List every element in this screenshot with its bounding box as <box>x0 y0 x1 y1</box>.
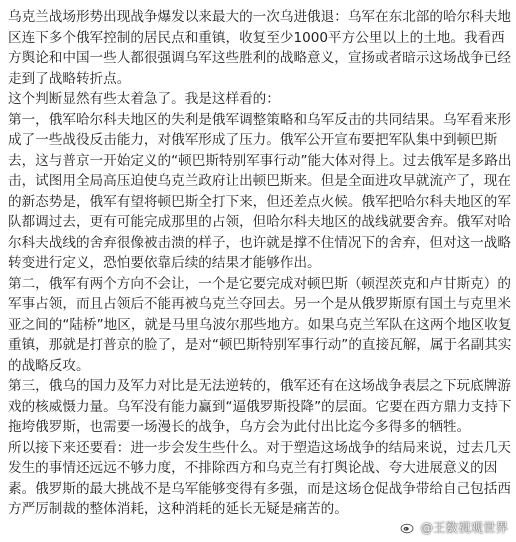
paragraph-conclusion: 所以接下来还要看：进一步会发生些什么。对于塑造这场战争的结局来说，过去几天发生的事情还远远不够力度，不排除西方和乌克兰有打舆论战、夸大进展意义的因素。俄罗斯的最大挑战不是乌军能够变得有多强，而是这场仓促战争带给自己包括西方严厉制裁的整体消耗，这种消耗的延长无疑是痛苦的。 <box>8 439 511 517</box>
paragraph-point-two: 第二，俄军有两个方向不会让，一个是它要完成对顿巴斯（顿涅茨克和卢甘斯克）的军事占领，而且占领后不能再被乌克兰夺回去。另一个是从俄罗斯原有国土与克里米亚之间的“陆桥”地区，就是马里乌波尔那些地方。如果乌克兰军队在这两个地区收复重镇，那就是打普京的脸了，是对“顿巴斯特别军事行动”的直接瓦解，属于名副其实的战略反攻。 <box>8 275 512 374</box>
paragraph-point-three: 第三，俄乌的国力及军力对比是无法逆转的，俄军还有在这场战争表层之下玩底牌游戏的核威慑力量。乌军没有能力赢到“逼俄罗斯投降”的层面。它要在西方鼎力支持下拖垮俄罗斯，也需要一场漫长的战争，乌方会为此付出比迄今多得多的牺牲。 <box>8 378 512 435</box>
weibo-logo-icon <box>400 519 416 535</box>
watermark <box>400 518 508 536</box>
paragraph-intro: 乌克兰战场形势出现战争爆发以来最大的一次乌进俄退：乌军在东北部的哈尔科夫地区连下多个俄军控制的居民点和重镇，收复至少1000平方公里以上的土地。我看西方舆论和中国一些人都很强调乌军这些胜利的战略意义，宣扬或者暗示这场战争已经走到了战略转折点。 <box>8 9 511 87</box>
paragraph-point-one: 第一，俄军哈尔科夫地区的失利是俄军调整策略和乌军反击的共同结果。乌军看来形成了一些战役反击能力，对俄军形成了压力。俄军公开宣布要把军队集中到顿巴斯去，这与普京一开始定义的“顿巴斯特别军事行动”能大体对得上。过去俄军是多路出击，试图用全局高压迫使乌克兰政府让出顿巴斯来。但是全面进攻早就流产了，现在的新态势是，俄军有望将顿巴斯全打下来，但还差点火候。俄军把哈尔科夫地区的军队都调过去，更有可能完成那里的占领，但哈尔科夫地区的战线就要舍弃。俄军对哈尔科夫战线的舍弃很像被击溃的样子，也许就是撑不住情况下的舍弃，但对这一战略转变进行定义，恐怕要依靠后续的结果才能够作出。 <box>8 111 512 271</box>
watermark-text: @王数视观世界 <box>420 520 508 535</box>
paragraph-thesis: 这个判断显然有些太着急了。我是这样看的： <box>8 91 280 107</box>
article-body <box>8 7 512 520</box>
